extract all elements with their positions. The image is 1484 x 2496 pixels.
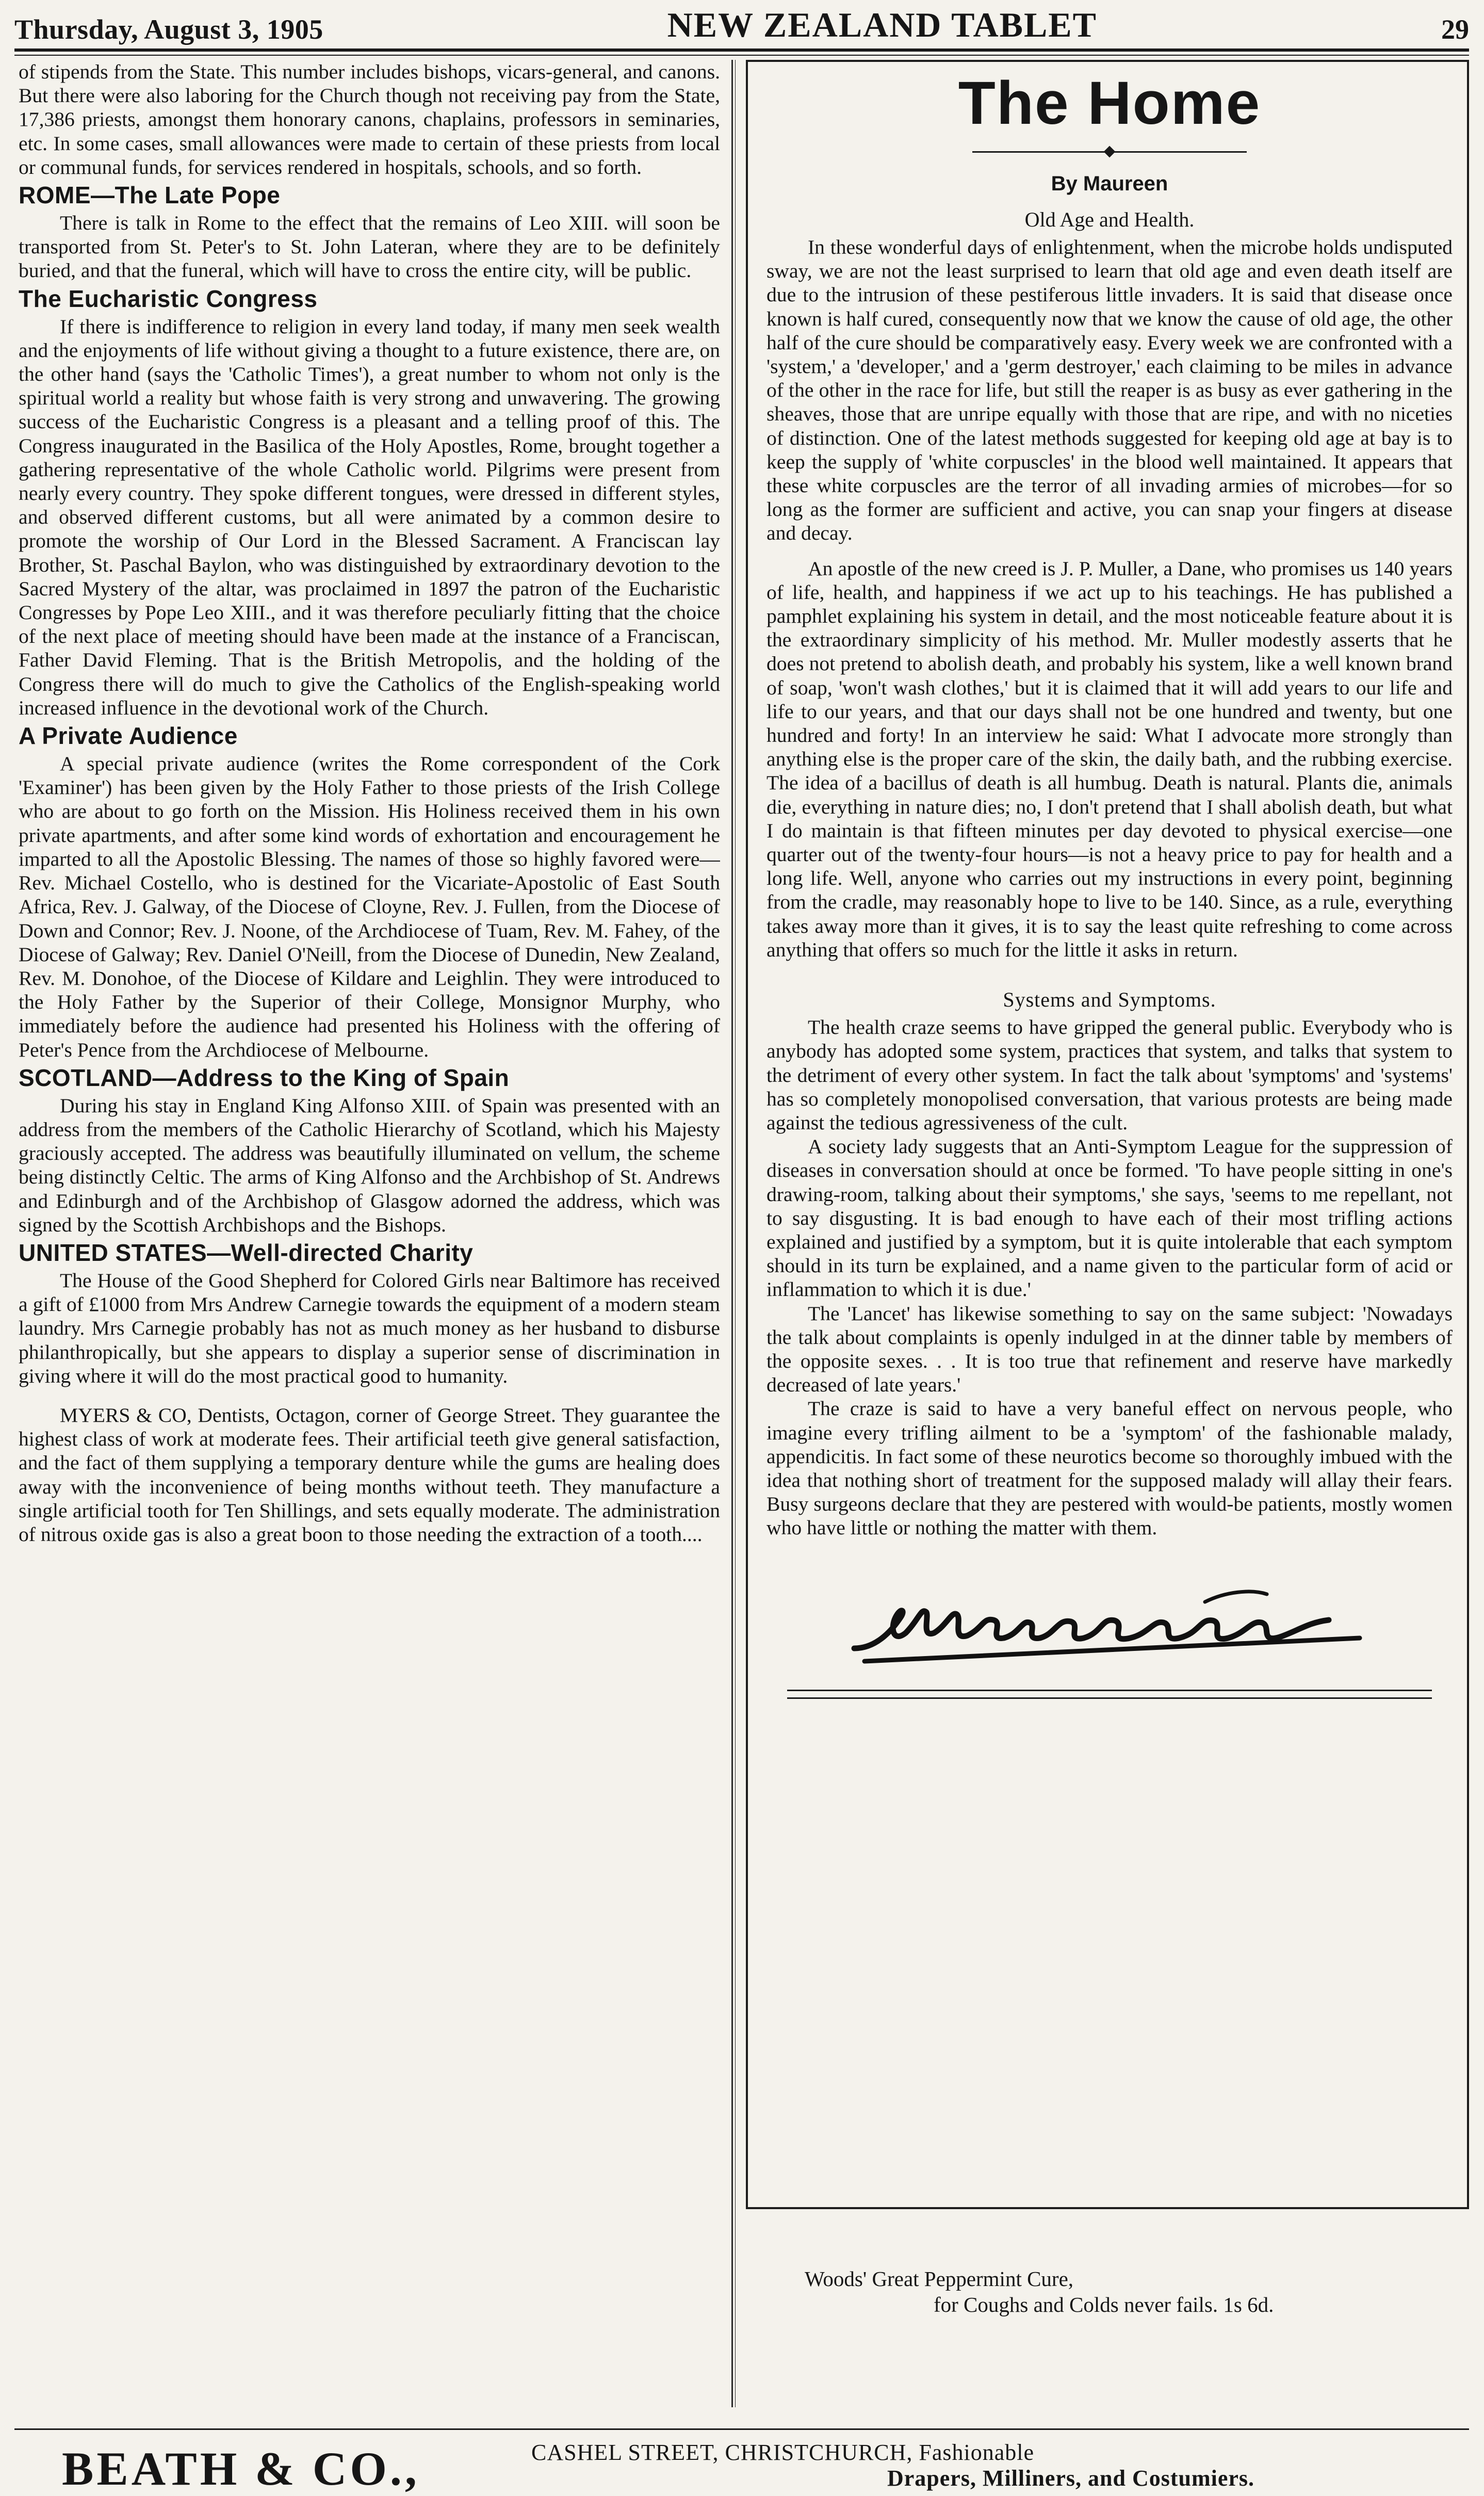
home-paragraph-4: A society lady suggests that an Anti-Symptom League for the suppression of diseases in conversation should at once be formed. 'To have people sitting in one's drawing-room, talking about their symptoms,' she says, 'seems to me repellant, not to say disgusting. It is bad enough to have each of their most trifling actions explained and justified by a symptom, but it is quite intolerable that each symptom should in its turn be explained, and a name given to the particular form of acid or inflammation to which it is due.'	[767, 1135, 1453, 1301]
section-title: The Home	[958, 69, 1261, 137]
home-paragraph-6: The craze is said to have a very baneful effect on nervous people, who imagine every trifling ailment to be a 'symptom' of the fashionable malady, appendicitis. In fact some of these neurotics become so thoroughly imbued with the idea that nothing short of treatment for the supposed malady will allay their fears. Busy surgeons declare that they are pestered with would-be patients, mostly women who have little or nothing the matter with them.	[767, 1397, 1453, 1539]
united-states-article: The House of the Good Shepherd for Colored Girls near Baltimore has received a gift of £1000 from Mrs Andrew Carnegie towards the equipment of a modern steam laundry. Mrs Carnegie probably has not as much money as her husband to disburse philanthropically, but she appears to display a superior sense of discrimination in giving where it will do the most practical good to humanity.	[19, 1269, 720, 1387]
home-paragraph-2: An apostle of the new creed is J. P. Muller, a Dane, who promises us 140 years of life, health, and happiness if we act up to his teachings. He has published a pamphlet explaining his system in detail, and the most noticeable feature about it is the extraordinary simplicity of his method. Mr. Muller modestly asserts that he does not pretend to abolish death, and probably his system, like a well known brand of soap, 'won't wash clothes,' but it is claimed that it will add years to our life and life to our years, and that our days shall not be one hundred and twenty, but one hundred and forty! In an interview he said: What I advocate more strongly than anything else is the proper care of the skin, the daily bath, and the rubbing exercise. The idea of a bacillus of death is all humbug. Death is natural. Plants die, animals die, everything in nature dies; no, I don't pretend that I shall abolish death, but what I do maintain is that fifteen minutes per day devoted to physical exercise—one quarter out of the twenty-four hours—is not a heavy price to pay for health and a long life. Well, anyone who carries out my instructions in every point, beginning from the cradle, may reasonably hope to live to be 140. Since, as a rule, everything takes away more than it gives, it is to say the least quite refreshing to come across anything that offers so much for the little it asks in return.	[767, 557, 1453, 961]
opening-paragraph: of stipends from the State. This number includes bishops, vicars-general, and canons. But there were also laboring for the Church though not receiving pay from the State, 17,386 priests, amongst them honorary canons, chaplains, professors in seminaries, etc. In some cases, small allowances were made to certain of these priests from local or communal funds, for services rendered in hospitals, schools, and so forth.	[19, 60, 720, 179]
left-column	[19, 60, 720, 2402]
united-states-heading: UNITED STATES—Well-directed Charity	[19, 1239, 474, 1266]
right-column	[767, 62, 1453, 2404]
firm-address-line-2: Drapers, Milliners, and Costumiers.	[887, 2466, 1255, 2491]
scotland-article: During his stay in England King Alfonso XIII. of Spain was presented with an address from the members of the Catholic Hierarchy of Scotland, which his Majesty graciously accepted. The address was beautifully illuminated on vellum, the scheme being distinctly Celtic. The arms of King Alfonso and the Archbishop of St. Andrews and Edinburgh and of the Archbishop of Glasgow adorned the address, which was signed by the Scottish Archbishops and the Bishops.	[19, 1094, 720, 1236]
footer-advert	[21, 2435, 1465, 2495]
peppermint-advert	[805, 2266, 1439, 2317]
rome-article: There is talk in Rome to the effect that the remains of Leo XIII. will soon be transported from St. Peter's to St. John Lateran, where they are to be definitely buried, and that the funeral, which will have to cross the entire city, will be public.	[19, 212, 720, 282]
firm-name: BEATH & CO.,	[62, 2442, 420, 2495]
eucharistic-heading: The Eucharistic Congress	[19, 285, 318, 312]
dentist-advert: MYERS & CO, Dentists, Octagon, corner of George Street. They guarantee the highest class of work at moderate fees. Their artificial teeth give general satisfaction, and the fact of them supplying a temporary denture while the gums are healing does away with the inconvenience of being months without teeth. They manufacture a single artificial tooth for Ten Shillings, and sets equally moderate. The administration of nitrous oxide gas is also a great boon to those needing the extraction of a tooth....	[19, 1403, 720, 1546]
home-paragraph-1: In these wonderful days of enlightenment, when the microbe holds undisputed sway, we are not the least surprised to learn that old age and even death itself are due to the intrusion of these pestiferous little invaders. It is said that disease once known is half cured, consequently now that we know the cause of old age, the other half of the cure should be comparatively easy. Every week we are confronted with a 'system,' a 'developer,' and a 'germ destroyer,' each claiming to be miles in advance of the other in the race for life, but still the reaper is as busy as ever gathering in the sheaves, those that are unripe equally with those that are ripe, and with no niceties of distinction. One of the latest methods suggested for keeping old age at bay is to keep the supply of 'white corpuscles' in the blood well maintained. It appears that these white corpuscles are the terror of all invading armies of microbes—for so long as the former are sufficient and active, you can snap your fingers at disease and decay.	[767, 236, 1453, 545]
closing-rule	[787, 1690, 1432, 1691]
closing-rule-2	[787, 1697, 1432, 1699]
scotland-heading: SCOTLAND—Address to the King of Spain	[19, 1064, 510, 1091]
issue-date: Thursday, August 3, 1905	[14, 14, 323, 45]
byline: By Maureen	[1051, 172, 1168, 195]
rome-heading: ROME—The Late Pope	[19, 182, 281, 209]
masthead-rule	[14, 48, 1469, 52]
column-divider-thin	[735, 60, 736, 2407]
eucharistic-article: If there is indifference to religion in every land today, if many men seek wealth and the enjoyments of life without giving a thought to a future existence, there are, on the other hand (says the 'Catholic Times'), a great number to whom not only is the spiritual world a reality but whose faith is very strong and unwavering. The growing success of the Eucharistic Congress is a pleasant and a telling proof of this. The Congress inaugurated in the Basilica of the Holy Apostles, Rome, brought together a gathering representative of the whole Catholic world. Pilgrims were present from nearly every country. They spoke different tongues, were dressed in different styles, and observed different customs, but all were animated by a common desire to promote the worship of Our Lord in the Blessed Sacrament. A Franciscan lay Brother, St. Paschal Baylon, who was distinguished by extraordinary devotion to the Sacred Mystery of the altar, was proclaimed in 1897 the patron of the Eucharistic Congresses by Pope Leo XIII., and it was therefore peculiarly fitting that the choice of the next place of meeting should have been made at the instance of a Franciscan, Father David Fleming. That is the British Metropolis, and the holding of the Congress there will do much to give the Catholics of the English-speaking world increased influence in the devotional work of the Church.	[19, 315, 720, 719]
masthead-rule-thin	[14, 55, 1469, 56]
audience-heading: A Private Audience	[19, 722, 238, 750]
audience-article: A special private audience (writes the Rome correspondent of the Cork 'Examiner') has been given by the Holy Father to those priests of the Irish College who are about to go forth on the Mission. His Holiness received them in his own private apartments, and after some kind words of exhortation and encouragement he imparted to all the Apostolic Blessing. The names of those so highly favored were—Rev. Michael Costello, who is destined for the Vicariate-Apostolic of East South Africa, Rev. J. Galway, of the Diocese of Cloyne, Rev. J. Fullen, from the Diocese of Down and Connor; Rev. J. Noone, of the Archdiocese of Tuam, Rev. M. Fahey, of the Diocese of Galway; Rev. Daniel O'Neill, from the Diocese of Dunedin, New Zealand, Rev. M. Donohoe, of the Diocese of Kildare and Leighlin. They were introduced to the Holy Father by the Superior of their College, Monsignor Murphy, who immediately before the audience had presented his Holiness with the offering of Peter's Pence from the Archdiocese of Melbourne.	[19, 752, 720, 1061]
subhead-systems: Systems and Symptoms.	[1003, 988, 1216, 1012]
column-divider	[731, 60, 733, 2407]
maureen-signature	[767, 1571, 1453, 1669]
newspaper-title: NEW ZEALAND TABLET	[667, 5, 1098, 44]
home-paragraph-5: The 'Lancet' has likewise something to say on the same subject: 'Nowadays the talk about complaints is openly indulged in at the dinner table by members of the opposite sexes. . . It is too true that refinement and reserve have markedly decreased of late years.'	[767, 1302, 1453, 1397]
page-number: 29	[1441, 14, 1469, 45]
masthead	[14, 3, 1469, 45]
subhead-old-age: Old Age and Health.	[1024, 208, 1195, 231]
ornament-rule-icon	[767, 141, 1453, 162]
signature-icon	[844, 1571, 1411, 1669]
footer-rule	[14, 2428, 1469, 2430]
home-paragraph-3: The health craze seems to have gripped the general public. Everybody who is anybody has adopted some system, practices that system, and talks that system to the detriment of every other system. In fact the talk about 'symptoms' and 'systems' has so completely monopolised conversation, that various protests are being made against the tedious agressiveness of the cult.	[767, 1016, 1453, 1134]
advert-line-2: for Coughs and Colds never fails. 1s 6d.	[934, 2293, 1274, 2316]
advert-line-1: Woods' Great Peppermint Cure,	[805, 2267, 1074, 2291]
firm-address-line-1: CASHEL STREET, CHRISTCHURCH, Fashionable	[531, 2440, 1035, 2465]
